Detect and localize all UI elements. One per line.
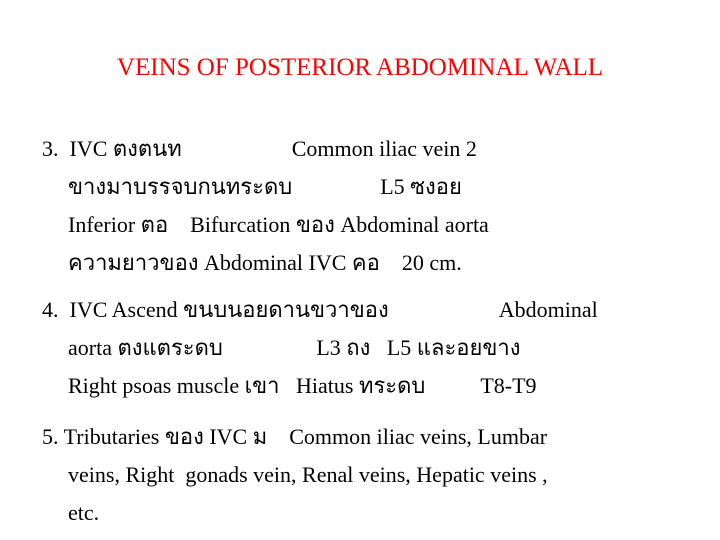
- item-3-line-1: 3. IVC ตงตนท Common iliac vein 2: [42, 136, 477, 161]
- item-3-line-2: ขางมาบรรจบกนทระดบ L5 ซงอย: [68, 174, 462, 199]
- item-3-line-4: ความยาวของ Abdominal IVC คอ 20 cm.: [68, 250, 462, 275]
- item-5-line-1: 5. Tributaries ของ IVC ม Common iliac veins, Lumbar: [42, 424, 548, 449]
- item-4-line-1: 4. IVC Ascend ขนบนอยดานขวาของ Abdominal: [42, 297, 598, 322]
- item-4-line-3: Right psoas muscle เขา Hiatus ทระดบ T8-T9: [68, 373, 537, 398]
- item-5-line-2: veins, Right gonads vein, Renal veins, Hepatic veins ,: [68, 462, 548, 487]
- slide-title: VEINS OF POSTERIOR ABDOMINAL WALL: [116, 54, 604, 81]
- item-3-line-3: Inferior ตอ Bifurcation ของ Abdominal aorta: [68, 212, 489, 237]
- item-5-line-3: etc.: [68, 500, 100, 525]
- item-4-line-2: aorta ตงแตระดบ L3 ถง L5 และอยขาง: [68, 335, 521, 360]
